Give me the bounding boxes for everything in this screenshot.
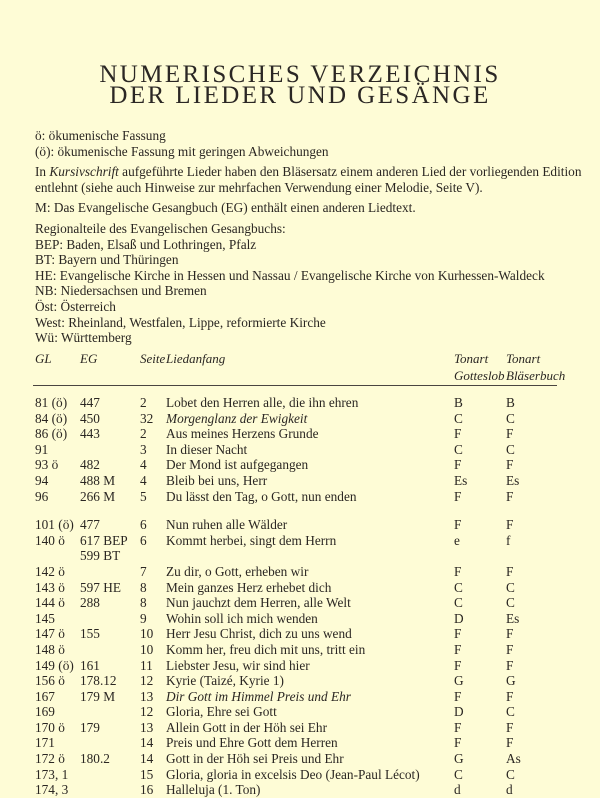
cell-liedanfang: Zu dir, o Gott, erheben wir xyxy=(166,563,309,579)
cell-seite: 4 xyxy=(140,472,147,488)
cell-seite: 13 xyxy=(140,688,154,704)
cell-tonart-gotteslob: F xyxy=(454,735,462,751)
cell-liedanfang: Gloria, gloria in excelsis Deo (Jean-Paul Lécot) xyxy=(166,766,420,782)
cell-seite: 10 xyxy=(140,641,154,657)
region-item: Wü: Württemberg xyxy=(35,330,132,346)
cell-gl: 147 ö xyxy=(35,626,65,642)
cell-seite: 2 xyxy=(140,395,147,410)
cell-eg: 155 xyxy=(80,626,100,642)
table-row xyxy=(0,704,600,720)
cell-gl: 145 xyxy=(35,610,55,626)
cell-seite: 12 xyxy=(140,673,154,689)
table-row xyxy=(0,442,600,458)
header-tonart-gotteslob-2: Gotteslob xyxy=(454,368,505,383)
table-row xyxy=(0,642,600,658)
regional-heading: Regionalteile des Evangelischen Gesangbuchs: xyxy=(35,220,286,236)
cell-tonart-blaeserbuch: C xyxy=(506,704,515,720)
table-row xyxy=(0,580,600,596)
region-item: Öst: Österreich xyxy=(35,298,116,314)
cell-tonart-gotteslob: G xyxy=(454,673,464,689)
cell-seite: 14 xyxy=(140,735,154,751)
cell-eg: 178.12 xyxy=(80,673,117,689)
cell-tonart-blaeserbuch: G xyxy=(506,673,516,689)
cell-tonart-blaeserbuch: d xyxy=(506,782,513,798)
cell-eg: 482 xyxy=(80,457,100,473)
header-liedanfang: Liedanfang xyxy=(166,351,226,366)
cell-gl: 91 xyxy=(35,441,49,457)
cell-eg: 597 HE xyxy=(80,579,121,595)
table-row xyxy=(0,751,600,767)
cell-tonart-blaeserbuch: Es xyxy=(506,610,520,626)
cell-gl: 84 (ö) xyxy=(35,410,68,426)
cell-gl: 170 ö xyxy=(35,719,65,735)
cell-tonart-blaeserbuch: f xyxy=(506,532,511,548)
note-oe-paren: (ö): ökumenische Fassung mit geringen Abweichungen xyxy=(35,143,329,159)
cell-seite: 11 xyxy=(140,657,153,673)
cell-eg: 447 xyxy=(80,395,100,410)
cell-tonart-blaeserbuch: C xyxy=(506,595,515,611)
cell-seite: 7 xyxy=(140,563,147,579)
header-seite: Seite xyxy=(140,351,166,366)
cell-seite: 12 xyxy=(140,704,154,720)
cell-tonart-blaeserbuch: C xyxy=(506,441,515,457)
note-oe: ö: ökumenische Fassung xyxy=(35,128,166,143)
page-title xyxy=(0,61,600,109)
cell-gl: 96 xyxy=(35,488,49,504)
cell-seite: 16 xyxy=(140,782,154,798)
note-italic-word: Kursivschrift xyxy=(49,164,119,180)
cell-tonart-blaeserbuch: C xyxy=(506,410,515,426)
cell-liedanfang: Morgenglanz der Ewigkeit xyxy=(166,410,308,426)
cell-liedanfang: Preis und Ehre Gott dem Herren xyxy=(166,735,338,751)
cell-liedanfang: Kyrie (Taizé, Kyrie 1) xyxy=(166,673,284,689)
cell-gl: 148 ö xyxy=(35,641,65,657)
note-italic-line-2: entlehnt (siehe auch Hinweise zur mehrfachen Verwendung einer Melodie, Seite V). xyxy=(35,179,483,195)
cell-liedanfang: Liebster Jesu, wir sind hier xyxy=(166,657,310,673)
cell-gl: 172 ö xyxy=(35,751,65,767)
cell-seite: 3 xyxy=(140,441,147,457)
cell-liedanfang: Mein ganzes Herz erhebet dich xyxy=(166,579,332,595)
cell-tonart-gotteslob: F xyxy=(454,641,462,657)
cell-liedanfang: Bleib bei uns, Herr xyxy=(166,472,268,488)
table-row xyxy=(0,595,600,611)
table-row xyxy=(0,626,600,642)
note-italic xyxy=(35,164,595,180)
table-row xyxy=(0,457,600,473)
cell-tonart-gotteslob: F xyxy=(454,688,462,704)
cell-tonart-blaeserbuch: C xyxy=(506,766,515,782)
header-tonart-gotteslob-1: Tonart xyxy=(454,351,489,366)
cell-gl: 101 (ö) xyxy=(35,517,74,533)
cell-gl: 173, 1 xyxy=(35,766,69,782)
cell-liedanfang: Du lässt den Tag, o Gott, nun enden xyxy=(166,488,357,504)
cell-gl: 140 ö xyxy=(35,532,65,548)
cell-tonart-gotteslob: F xyxy=(454,657,462,673)
cell-seite: 4 xyxy=(140,457,147,473)
regions-list xyxy=(35,237,595,346)
note-italic-rest: aufgeführte Lieder haben den Bläsersatz einem anderen Lied der vorliegenden Edition xyxy=(118,164,582,180)
cell-liedanfang: Der Mond ist aufgegangen xyxy=(166,457,309,473)
header-eg: EG xyxy=(80,351,98,366)
cell-eg: 179 M xyxy=(80,688,116,704)
cell-tonart-gotteslob: C xyxy=(454,595,463,611)
legend-notes xyxy=(35,128,595,346)
cell-tonart-blaeserbuch: C xyxy=(506,579,515,595)
cell-tonart-blaeserbuch: F xyxy=(506,426,514,442)
cell-liedanfang: Wohin soll ich mich wenden xyxy=(166,610,318,626)
cell-seite: 8 xyxy=(140,595,147,611)
cell-seite: 6 xyxy=(140,517,147,533)
cell-liedanfang: Herr Jesu Christ, dich zu uns wend xyxy=(166,626,352,642)
cell-eg: 599 BT xyxy=(80,548,121,564)
cell-tonart-gotteslob: D xyxy=(454,610,464,626)
cell-tonart-blaeserbuch: Es xyxy=(506,472,520,488)
cell-tonart-gotteslob: C xyxy=(454,579,463,595)
cell-liedanfang: Dir Gott im Himmel Preis und Ehr xyxy=(166,688,351,704)
cell-eg: 488 M xyxy=(80,472,116,488)
region-item: NB: Niedersachsen und Bremen xyxy=(35,283,207,299)
cell-gl: 144 ö xyxy=(35,595,65,611)
cell-gl: 171 xyxy=(35,735,55,751)
cell-tonart-blaeserbuch: F xyxy=(506,641,514,657)
cell-gl: 167 xyxy=(35,688,55,704)
cell-gl: 86 (ö) xyxy=(35,426,68,442)
cell-tonart-blaeserbuch: F xyxy=(506,657,514,673)
cell-eg: 288 xyxy=(80,595,100,611)
table-row xyxy=(0,473,600,489)
header-tonart-blaeserbuch-2: Bläserbuch xyxy=(506,368,566,383)
cell-gl: 93 ö xyxy=(35,457,59,473)
region-item: BT: Bayern und Thüringen xyxy=(35,252,179,268)
cell-seite: 9 xyxy=(140,610,147,626)
cell-seite: 10 xyxy=(140,626,154,642)
table-row xyxy=(0,720,600,736)
cell-liedanfang: Allein Gott in der Höh sei Ehr xyxy=(166,719,328,735)
cell-liedanfang: Komm her, freu dich mit uns, tritt ein xyxy=(166,641,366,657)
cell-liedanfang: Nun ruhen alle Wälder xyxy=(166,517,288,533)
cell-eg: 617 BEP xyxy=(80,532,128,548)
cell-seite: 14 xyxy=(140,751,154,767)
table-row xyxy=(0,782,600,798)
cell-eg: 180.2 xyxy=(80,751,110,767)
cell-gl: 156 ö xyxy=(35,673,65,689)
table-row xyxy=(0,411,600,427)
cell-liedanfang: Kommt herbei, singt dem Herrn xyxy=(166,532,337,548)
cell-tonart-gotteslob: d xyxy=(454,782,461,798)
cell-tonart-blaeserbuch: F xyxy=(506,688,514,704)
header-divider xyxy=(33,385,557,386)
cell-tonart-gotteslob: B xyxy=(454,395,463,410)
cell-liedanfang: Aus meines Herzens Grunde xyxy=(166,426,319,442)
cell-seite: 15 xyxy=(140,766,154,782)
cell-tonart-gotteslob: C xyxy=(454,766,463,782)
cell-tonart-blaeserbuch: F xyxy=(506,457,514,473)
cell-tonart-gotteslob: F xyxy=(454,517,462,533)
table-row xyxy=(0,548,600,564)
header-gl: GL xyxy=(35,351,52,366)
table-row xyxy=(0,426,600,442)
cell-tonart-gotteslob: F xyxy=(454,563,462,579)
table-row xyxy=(0,658,600,674)
region-item: West: Rheinland, Westfalen, Lippe, reformierte Kirche xyxy=(35,314,326,330)
note-m: M: Das Evangelische Gesangbuch (EG) enthält einen anderen Liedtext. xyxy=(35,200,416,216)
cell-tonart-blaeserbuch: F xyxy=(506,563,514,579)
cell-tonart-blaeserbuch: F xyxy=(506,488,514,504)
cell-tonart-blaeserbuch: F xyxy=(506,626,514,642)
table-row xyxy=(0,564,600,580)
cell-tonart-gotteslob: F xyxy=(454,488,462,504)
page-title-line-2: DER LIEDER UND GESÄNGE xyxy=(109,82,491,109)
cell-tonart-gotteslob: F xyxy=(454,457,462,473)
cell-tonart-gotteslob: e xyxy=(454,532,460,548)
header-tonart-blaeserbuch-1: Tonart xyxy=(506,351,541,366)
cell-tonart-gotteslob: Es xyxy=(454,472,468,488)
page-title-line-1: NUMERISCHES VERZEICHNIS xyxy=(99,61,501,88)
cell-gl: 94 xyxy=(35,472,49,488)
cell-tonart-gotteslob: F xyxy=(454,719,462,735)
table-row xyxy=(0,689,600,705)
region-item: BEP: Baden, Elsaß und Lothringen, Pfalz xyxy=(35,236,257,252)
table-header xyxy=(0,350,600,384)
table-row xyxy=(0,767,600,783)
cell-tonart-blaeserbuch: As xyxy=(506,751,521,767)
cell-gl: 174, 3 xyxy=(35,782,69,798)
cell-liedanfang: Halleluja (1. Ton) xyxy=(166,782,261,798)
table-row xyxy=(0,517,600,533)
cell-eg: 477 xyxy=(80,517,100,533)
cell-tonart-gotteslob: C xyxy=(454,441,463,457)
cell-tonart-blaeserbuch: F xyxy=(506,719,514,735)
table-row xyxy=(0,395,600,411)
cell-tonart-gotteslob: D xyxy=(454,704,464,720)
cell-eg: 450 xyxy=(80,410,100,426)
cell-tonart-gotteslob: F xyxy=(454,626,462,642)
cell-seite: 5 xyxy=(140,488,147,504)
cell-seite: 6 xyxy=(140,532,147,548)
cell-tonart-gotteslob: F xyxy=(454,426,462,442)
region-item: HE: Evangelische Kirche in Hessen und Nassau / Evangelische Kirche von Kurhessen-Waldeck xyxy=(35,267,545,283)
cell-tonart-blaeserbuch: F xyxy=(506,517,514,533)
cell-seite: 2 xyxy=(140,426,147,442)
cell-eg: 443 xyxy=(80,426,100,442)
cell-seite: 13 xyxy=(140,719,154,735)
cell-gl: 149 (ö) xyxy=(35,657,74,673)
cell-seite: 32 xyxy=(140,410,154,426)
cell-liedanfang: Gloria, Ehre sei Gott xyxy=(166,704,277,720)
cell-eg: 161 xyxy=(80,657,100,673)
table-row xyxy=(0,489,600,505)
cell-gl: 169 xyxy=(35,704,55,720)
cell-liedanfang: Lobet den Herren alle, die ihn ehren xyxy=(166,395,359,410)
cell-liedanfang: Gott in der Höh sei Preis und Ehr xyxy=(166,751,344,767)
note-italic-intro: In xyxy=(35,164,50,180)
table-body xyxy=(0,395,600,798)
cell-liedanfang: In dieser Nacht xyxy=(166,441,248,457)
cell-liedanfang: Nun jauchzt dem Herren, alle Welt xyxy=(166,595,351,611)
table-row xyxy=(0,735,600,751)
table-row xyxy=(0,673,600,689)
cell-seite: 8 xyxy=(140,579,147,595)
cell-gl: 81 (ö) xyxy=(35,395,68,410)
cell-eg: 266 M xyxy=(80,488,116,504)
cell-tonart-gotteslob: G xyxy=(454,751,464,767)
cell-eg: 179 xyxy=(80,719,100,735)
cell-gl: 142 ö xyxy=(35,563,65,579)
table-row xyxy=(0,611,600,627)
cell-tonart-blaeserbuch: F xyxy=(506,735,514,751)
cell-gl: 143 ö xyxy=(35,579,65,595)
table-row xyxy=(0,533,600,549)
cell-tonart-gotteslob: C xyxy=(454,410,463,426)
cell-tonart-blaeserbuch: B xyxy=(506,395,515,410)
